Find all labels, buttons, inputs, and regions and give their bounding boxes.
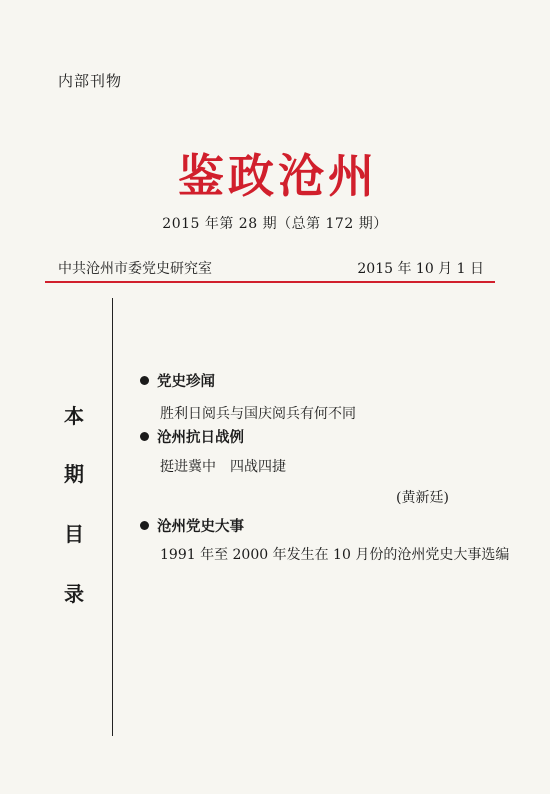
toc-item: 胜利日阅兵与国庆阅兵有何不同: [160, 406, 356, 422]
section-title-label: 沧州抗日战例: [157, 429, 244, 446]
issue-number: 2015 年第 28 期（总第 172 期）: [162, 216, 388, 232]
toc-author: (黄新廷): [396, 490, 449, 506]
toc-item: 挺进冀中 四战四捷: [160, 459, 286, 475]
masthead-title: 鉴政沧州: [178, 149, 378, 203]
toc-vertical-char: 本: [64, 404, 84, 428]
toc-section-title: [140, 370, 215, 391]
publisher-organization: 中共沧州市委党史研究室: [58, 261, 212, 277]
internal-publication-label: 内部刊物: [58, 72, 123, 90]
publication-date: 2015 年 10 月 1 日: [357, 261, 484, 277]
toc-item: 1991 年至 2000 年发生在 10 月份的沧州党史大事选编: [160, 547, 510, 563]
toc-section-title: [140, 515, 244, 536]
bullet-icon: [140, 376, 149, 385]
section-title-label: 沧州党史大事: [157, 518, 244, 535]
header-divider: [45, 281, 495, 283]
toc-vertical-char: 录: [64, 582, 84, 606]
toc-vertical-char: 期: [64, 462, 84, 486]
toc-vertical-char: 目: [64, 522, 84, 546]
toc-vertical-divider: [112, 298, 113, 736]
bullet-icon: [140, 432, 149, 441]
section-title-label: 党史珍闻: [157, 373, 215, 390]
bullet-icon: [140, 521, 149, 530]
toc-section-title: [140, 426, 244, 447]
